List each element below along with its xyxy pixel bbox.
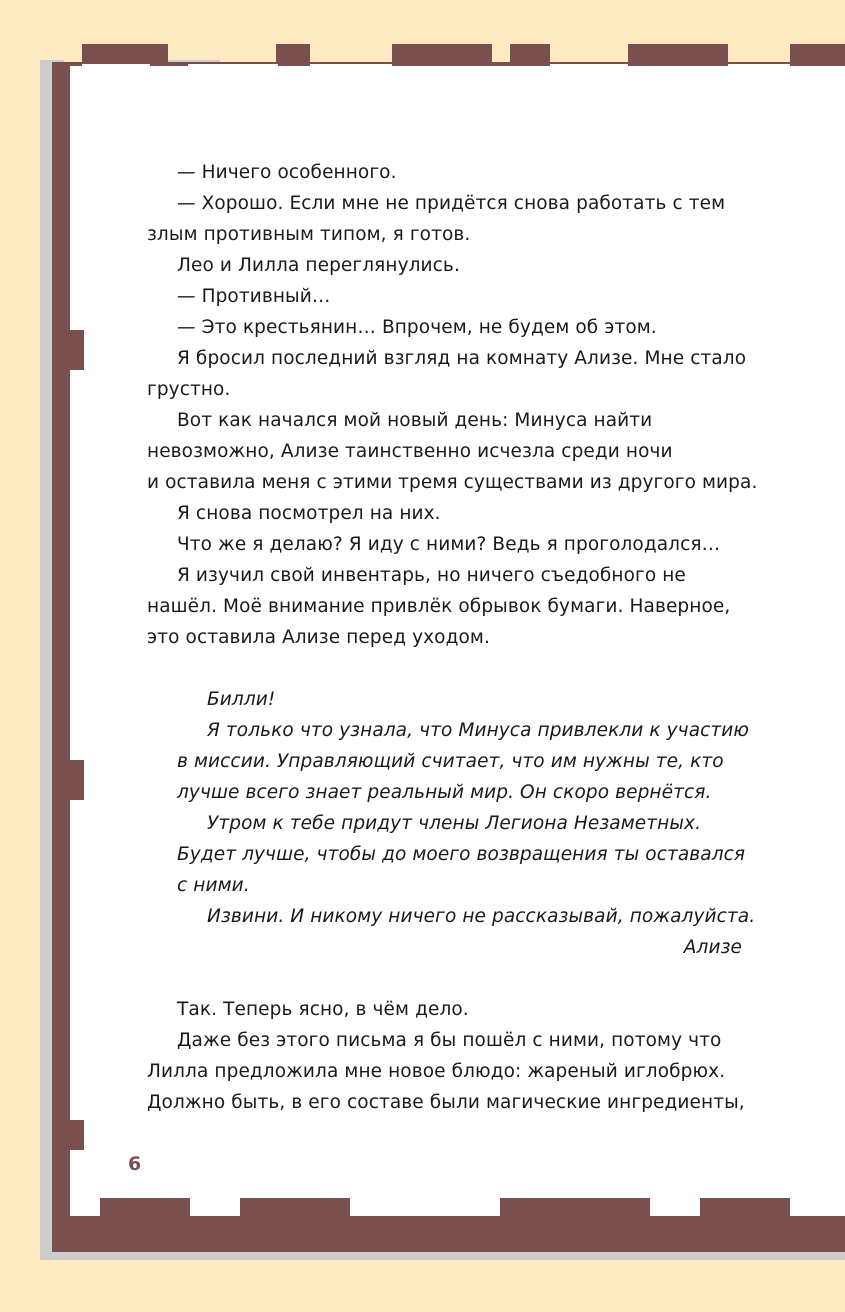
paragraph-line: злым противным типом, я готов. [147, 224, 471, 245]
paragraph-gap [147, 963, 787, 994]
page-number: 6 [128, 1153, 142, 1175]
letter-line: Извини. И никому ничего не рассказывай, пожалуйста. [207, 906, 756, 927]
paragraph-line: Вот как начался мой новый день: Минуса найти [177, 410, 653, 431]
letter-note [147, 684, 787, 963]
paragraph-line: — Ничего особенного. [177, 162, 397, 183]
paragraph-line: грустно. [147, 379, 231, 400]
paragraph-line: невозможно, Ализе таинственно исчезла среди ночи [147, 441, 673, 462]
paragraph-line: это оставила Ализе перед уходом. [147, 627, 490, 648]
letter-line: лучше всего знает реальный мир. Он скоро вернётся. [177, 782, 712, 803]
letter-line: Билли! [207, 689, 276, 710]
paragraph-line: Я бросил последний взгляд на комнату Ализе. Мне стало [177, 348, 747, 369]
paragraph-line: — Противный… [177, 286, 331, 307]
paragraph-line: Должно быть, в его составе были магические ингредиенты, [147, 1092, 745, 1113]
paragraph-line: Что же я делаю? Я иду с ними? Ведь я проголодался… [177, 534, 721, 555]
paragraph-line: и оставила меня с этими тремя существами из другого мира. [147, 472, 758, 493]
paragraph-line: Лео и Лилла переглянулись. [177, 255, 460, 276]
paragraph-line: нашёл. Моё внимание привлёк обрывок бумаги. Наверное, [147, 596, 731, 617]
letter-line: Я только что узнала, что Минуса привлекли к участию [207, 720, 750, 741]
letter-line: в миссии. Управляющий считает, что им нужны те, кто [177, 751, 724, 772]
letter-line: с ними. [177, 875, 250, 896]
paragraph-line: — Хорошо. Если мне не придётся снова работать с тем [177, 193, 726, 214]
letter-signature: Ализе [683, 937, 742, 958]
paragraph-gap [147, 653, 787, 684]
paragraph-line: — Это крестьянин… Впрочем, не будем об этом. [177, 317, 657, 338]
paragraph-line: Даже без этого письма я бы пошёл с ними, потому что [177, 1030, 722, 1051]
paragraph-line: Я изучил свой инвентарь, но ничего съедобного не [177, 565, 686, 586]
paragraph-line: Лилла предложила мне новое блюдо: жареный иглобрюх. [147, 1061, 726, 1082]
page-text [147, 157, 787, 1118]
letter-line: Утром к тебе придут члены Легиона Незаметных. [207, 813, 702, 834]
paragraph-line: Так. Теперь ясно, в чём дело. [177, 999, 469, 1020]
paragraph-line: Я снова посмотрел на них. [177, 503, 441, 524]
letter-line: Будет лучше, чтобы до моего возвращения ты оставался [177, 844, 746, 865]
